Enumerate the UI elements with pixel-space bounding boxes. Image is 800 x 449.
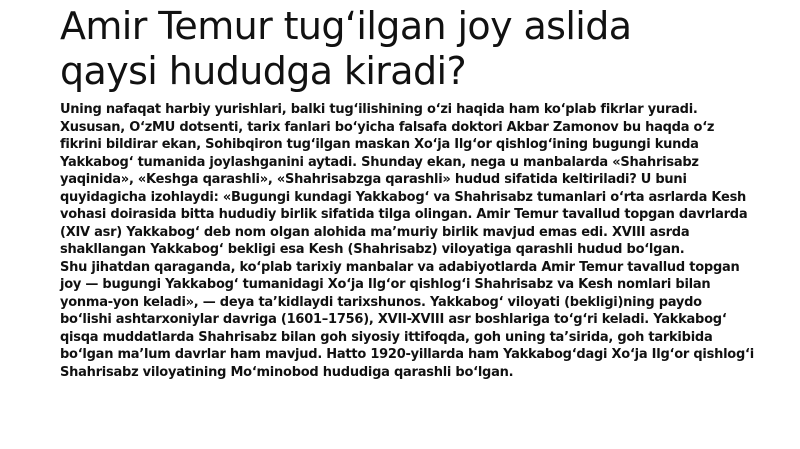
body-line: Xususan, O‘zMU dotsenti, tarix fanlari bo‘yicha falsafa doktori Akbar Zamonov bu haqda o‘z [60,119,715,135]
body-line: Yakkabog‘ tumanida joylashganini aytadi. Shunday ekan, nega u manbalarda «Shahrisabz [60,154,699,170]
body-line: bo‘lishi ashtarxoniylar davriga (1601–1756), XVII-XVIII asr boshlariga to‘g‘ri keladi. Yakkabog‘ [60,312,727,327]
body-line: vohasi doirasida bitta hududiy birlik sifatida tilga olingan. Amir Temur tavallud topgan davrlarda [60,207,748,222]
body-line: shakllangan Yakkabog‘ bekligi esa Kesh (Shahrisabz) viloyatiga qarashli hudud bo‘lgan. [60,242,685,257]
body-paragraph [60,101,782,259]
slide-title [60,4,780,94]
body-line: Uning nafaqat harbiy yurishlari, balki tug‘ilishining o‘zi haqida ham ko‘plab fikrlar yuradi. [60,102,698,117]
body-line: Shu jihatdan qaraganda, ko‘plab tarixiy manbalar va adabiyotlarda Amir Temur tavallud topgan [60,259,740,275]
body-line: joy — bugungi Yakkabog‘ tumanidagi Xo‘ja Ilg‘or qishlog‘i Shahrisabz va Kesh nomlari bilan [60,277,711,292]
body-line: (XIV asr) Yakkabog‘ deb nom olgan alohida ma’muriy birlik mavjud emas edi. XVIII asrda [60,224,690,240]
body-line: yonma-yon keladi», — deya ta’kidlaydi tarixshunos. Yakkabog‘ viloyati (bekligi)ning paydo [60,294,702,310]
body-line: fikrini bildirar ekan, Sohibqiron tug‘ilgan maskan Xo‘ja Ilg‘or qishlog‘ining bugungi kunda [60,137,699,152]
body-line: Shahrisabz viloyatining Mo‘minobod hududiga qarashli bo‘lgan. [60,364,514,380]
body-line: qisqa muddatlarda Shahrisabz bilan goh siyosiy ittifoqda, goh uning ta’sirida, goh tarkibida [60,329,713,345]
body-line: quyidagicha izohlaydi: «Bugungi kundagi Yakkabog‘ va Shahrisabz tumanlari o‘rta asrlarda Kesh [60,189,747,205]
body-paragraph [60,259,782,382]
body-line: bo‘lgan ma’lum davrlar ham mavjud. Hatto 1920-yillarda ham Yakkabog‘dagi Xo‘ja Ilg‘or qishlog‘i [60,347,754,362]
body-line: yaqinida», «Keshga qarashli», «Shahrisabzga qarashli» hudud sifatida keltiriladi? U buni [60,172,687,187]
title-line: qaysi hududga kiradi? [60,49,467,93]
slide-body [60,101,782,381]
title-line: Amir Temur tug‘ilgan joy aslida [60,4,632,48]
